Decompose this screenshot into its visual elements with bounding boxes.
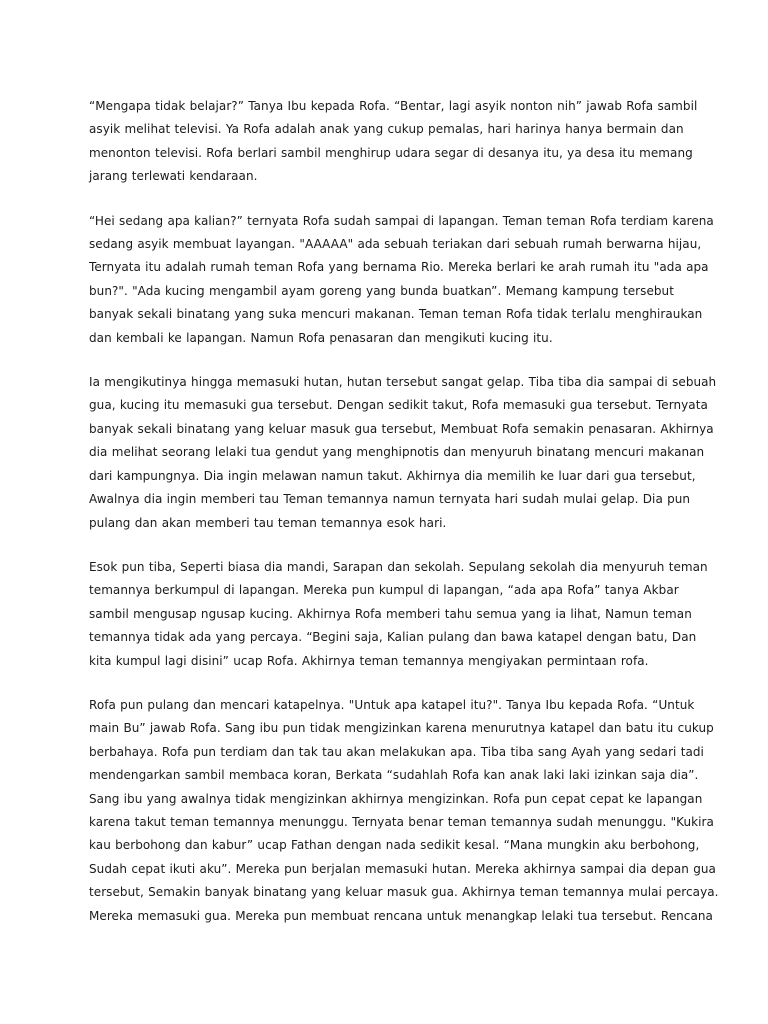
text-line: Rofa pun pulang dan mencari katapelnya. "Untuk apa katapel itu?". Tanya Ibu kepada Rofa. “Untuk xyxy=(89,697,695,712)
text-line: banyak sekali binatang yang suka mencuri makanan. Teman teman Rofa tidak terlalu menghiraukan xyxy=(89,307,703,322)
text-line: “Hei sedang apa kalian?” ternyata Rofa sudah sampai di lapangan. Teman teman Rofa terdiam karena xyxy=(89,213,714,228)
text-line: tersebut, Semakin banyak binatang yang keluar masuk gua. Akhirnya teman temannya mulai percaya. xyxy=(89,885,719,900)
text-line: mendengarkan sambil membaca koran, Berkata “sudahlah Rofa kan anak laki laki izinkan saja dia”. xyxy=(89,768,699,783)
text-line: dia melihat seorang lelaki tua gendut yang menghipnotis dan menyuruh binatang mencuri makanan xyxy=(89,445,705,460)
text-line: bun?". "Ada kucing mengambil ayam goreng yang bunda buatkan”. Memang kampung tersebut xyxy=(89,283,674,298)
text-line: Sudah cepat ikuti aku”. Mereka pun berjalan memasuki hutan. Mereka akhirnya sampai dia depan gua xyxy=(89,861,716,876)
text-line: Mereka memasuki gua. Mereka pun membuat rencana untuk menangkap lelaki tua tersebut. Rencana xyxy=(89,908,713,923)
text-line: main Bu” jawab Rofa. Sang ibu pun tidak mengizinkan karena menurutnya katapel dan batu itu cukup xyxy=(89,721,714,736)
text-line: sambil mengusap ngusap kucing. Akhirnya Rofa memberi tahu semua yang ia lihat, Namun teman xyxy=(89,606,692,621)
text-line: sedang asyik membuat layangan. "AAAAA" ada sebuah teriakan dari sebuah rumah berwarna hijau, xyxy=(89,237,702,252)
text-line: jarang terlewati kendaraan. xyxy=(89,169,258,184)
paragraph xyxy=(89,210,714,350)
text-line: Awalnya dia ingin memberi tau Teman temannya namun ternyata hari sudah mulai gelap. Dia pun xyxy=(89,492,691,507)
text-line: Ia mengikutinya hingga memasuki hutan, hutan tersebut sangat gelap. Tiba tiba dia sampai di sebuah xyxy=(89,375,717,390)
text-line: temannya berkumpul di lapangan. Mereka pun kumpul di lapangan, “ada apa Rofa” tanya Akbar xyxy=(89,583,679,598)
text-line: banyak sekali binatang yang keluar masuk gua tersebut, Membuat Rofa semakin penasaran. Akhirnya xyxy=(89,421,714,436)
text-line: karena takut teman temannya menunggu. Ternyata benar teman temannya sudah menunggu. "Kukira xyxy=(89,814,714,829)
paragraph xyxy=(89,694,719,928)
text-line: kau berbohong dan kabur” ucap Fathan dengan nada sedikit kesal. “Mana mungkin aku berbohong, xyxy=(89,838,700,853)
text-line: berbahaya. Rofa pun terdiam dan tak tau akan melakukan apa. Tiba tiba sang Ayah yang sedari tadi xyxy=(89,744,704,759)
text-line: pulang dan akan memberi tau teman temannya esok hari. xyxy=(89,515,447,530)
story-text xyxy=(89,95,719,949)
text-line: dan kembali ke lapangan. Namun Rofa penasaran dan mengikuti kucing itu. xyxy=(89,330,553,345)
paragraph xyxy=(89,556,708,673)
paragraph xyxy=(89,95,698,189)
text-line: Sang ibu yang awalnya tidak mengizinkan akhirnya mengizinkan. Rofa pun cepat cepat ke lapangan xyxy=(89,791,703,806)
text-line: menonton televisi. Rofa berlari sambil menghirup udara segar di desanya itu, ya desa itu memang xyxy=(89,145,693,160)
text-line: kita kumpul lagi disini” ucap Rofa. Akhirnya teman temannya mengiyakan permintaan rofa. xyxy=(89,653,649,668)
text-line: gua, kucing itu memasuki gua tersebut. Dengan sedikit takut, Rofa memasuki gua tersebut. Ternyata xyxy=(89,398,708,413)
text-line: “Mengapa tidak belajar?” Tanya Ibu kepada Rofa. “Bentar, lagi asyik nonton nih” jawab Rofa sambil xyxy=(89,99,698,113)
paragraph xyxy=(89,371,717,535)
text-line: temannya tidak ada yang percaya. “Begini saja, Kalian pulang dan bawa katapel dengan batu, Dan xyxy=(89,630,697,645)
text-line: Ternyata itu adalah rumah teman Rofa yang bernama Rio. Mereka berlari ke arah rumah itu "ada apa xyxy=(89,260,709,275)
text-line: Esok pun tiba, Seperti biasa dia mandi, Sarapan dan sekolah. Sepulang sekolah dia menyuruh teman xyxy=(89,559,708,574)
text-line: asyik melihat televisi. Ya Rofa adalah anak yang cukup pemalas, hari harinya hanya bermain dan xyxy=(89,122,684,137)
text-line: dari kampungnya. Dia ingin melawan namun takut. Akhirnya dia memilih ke luar dari gua tersebut, xyxy=(89,468,696,483)
